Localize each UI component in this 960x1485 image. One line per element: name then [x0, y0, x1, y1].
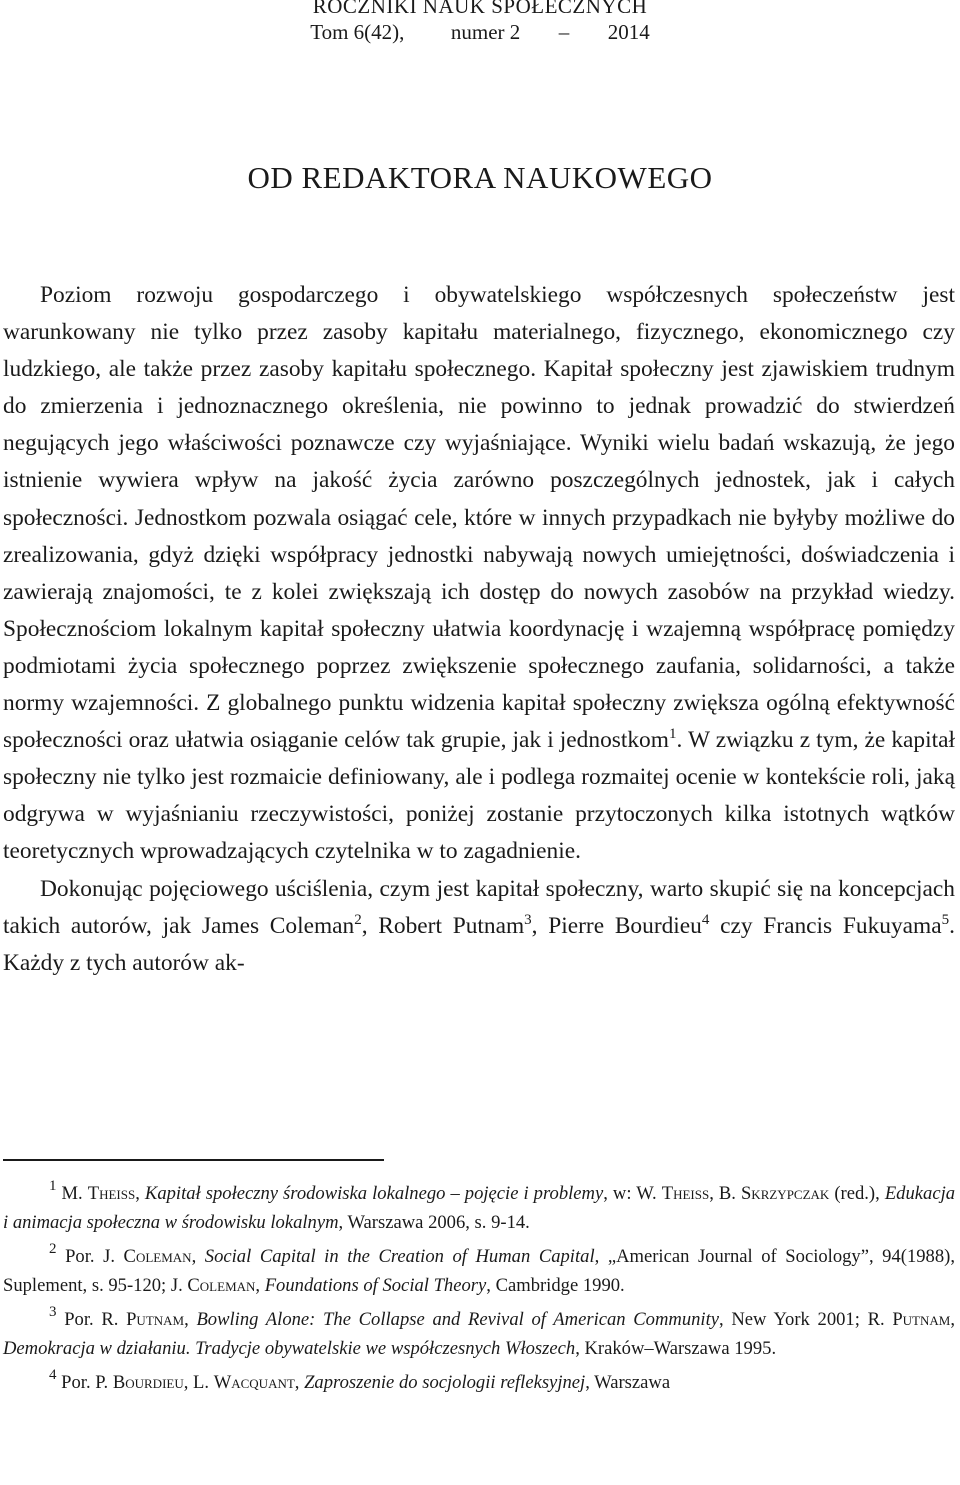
author-name: Putnam [892, 1309, 951, 1330]
footnote-text: , Kraków–Warszawa 1995. [575, 1337, 777, 1359]
footnote-text: , L. [183, 1372, 214, 1393]
footnote-number: 1 [49, 1178, 57, 1194]
footnote [3, 1180, 955, 1237]
footnote-text: , [135, 1183, 145, 1204]
work-title: Bowling Alone: The Collapse and Revival of American Community [196, 1309, 720, 1330]
footnote-text: , Warszawa [585, 1372, 671, 1393]
work-title: Foundations of Social Theory [264, 1274, 487, 1296]
footnote-text: , New York 2001; R. [719, 1309, 893, 1330]
author-name: Bourdieu [112, 1372, 184, 1393]
footnote-ref: 1 [668, 726, 677, 743]
paragraph-text: Poziom rozwoju gospodarczego i obywatelskiego współczesnych społeczeństw jest warunkowany nie tylko przez zasoby kapitału materialnego, fizycznego, ekonomicznego czy ludzkiego, ale także przez zasoby kapitału społecznego. Kapitał społeczny jest zjawiskiem trudnym do zmierzenia i jednoznacznego określenia, nie powinno to jednak prowadzić do stwierdzeń negujących jego właściwości poznawcze czy wyjaśniające. Wyniki wielu badań wskazują, że jego istnienie wywiera wpływ na jakość życia zarówno poszczególnych jednostek, jak i całych społeczności. Jednostkom pozwala osiągać cele, które w innych przypadkach nie byłyby możliwe do zrealizowania, gdyż dzięki współpracy jednostki nabywają nowych umiejętności, doświadczenia i zawierają znajomości, te z kolei zwiększają ich dostęp do nowych zasobów na przykład wiedzy. Społecznościom lokalnym kapitał społeczny ułatwia koordynację i wzajemną współpracę pomiędzy podmiotami życia społecznego poprzez zwiększenie społecznego zaufania, solidarności, a także normy wzajemności. Z globalnego punktu widzenia kapitał społeczny zwiększa ogólną efektywność społeczności oraz ułatwia osiąganie celów tak grupie, jak i jednostkom [3, 282, 955, 754]
issue-dash: – [558, 20, 570, 44]
work-title: Kapitał społeczny środowiska lokalnego – pojęcie i problemy [144, 1183, 604, 1204]
work-title: Social Capital in the Creation of Human Capital [204, 1246, 595, 1267]
paragraph [3, 277, 955, 871]
footnote-ref: 2 [354, 911, 362, 928]
footnote-text: , w: W. [603, 1183, 662, 1204]
author-name: Skrzypczak [740, 1183, 830, 1204]
author-name: Theiss [661, 1183, 710, 1204]
body-text [3, 277, 955, 982]
footnote-text: , [950, 1309, 955, 1330]
paragraph-text: Dokonując pojęciowego uściślenia, czym jest kapitał społeczny, warto skupić się na koncepcjach takich autorów, jak James Coleman [3, 875, 955, 939]
footnote-text: , [184, 1309, 197, 1330]
footnote [3, 1306, 955, 1363]
footnote-text: (red.), [829, 1183, 885, 1204]
footnote-text: , Cambridge 1990. [486, 1274, 625, 1296]
journal-name: ROCZNIKI NAUK SPOŁECZNYCH [312, 0, 648, 18]
author-name: Coleman [123, 1246, 192, 1267]
author-name: Coleman [187, 1274, 256, 1296]
author-name: Theiss [87, 1183, 136, 1204]
paragraph-text: , Pierre Bourdieu [531, 912, 702, 939]
footnote-ref: 3 [524, 911, 532, 928]
footnote-number: 2 [49, 1241, 57, 1257]
footnote [3, 1369, 955, 1398]
footnote-text: , B. [709, 1183, 741, 1204]
footnote [3, 1243, 955, 1300]
work-title: Demokracja w działaniu. Tradycje obywatelskie we współczesnych Włoszech [3, 1337, 576, 1359]
footnote-ref: 5 [941, 911, 950, 928]
footnote-text: , [255, 1274, 265, 1296]
author-name: Putnam [126, 1309, 185, 1330]
volume-label: Tom 6(42), [310, 20, 405, 44]
footnote-separator [3, 1159, 384, 1161]
author-name: Wacquant [213, 1372, 295, 1393]
footnote-text: Por. P. [56, 1372, 113, 1393]
footnote-number: 3 [49, 1304, 57, 1320]
paragraph-text: , Robert Putnam [361, 912, 525, 939]
paragraph-text: czy Francis Fukuyama [709, 912, 942, 939]
work-title: Zaproszenie do socjologii refleksyjnej [304, 1372, 586, 1393]
footnote-text: M. [56, 1183, 88, 1204]
footnote-text: , Warszawa 2006, s. 9-14. [338, 1211, 530, 1233]
footnote-text: , [191, 1246, 205, 1267]
footnote-text: Por. J. [56, 1246, 124, 1267]
work-title: Edukacja i animacja społeczna w środowisku lokalnym [3, 1183, 956, 1233]
page-title: OD REDAKTORA NAUKOWEGO [247, 160, 713, 195]
paragraph-text: . Każdy z tych autorów ak- [3, 912, 955, 976]
footnote-number: 4 [49, 1367, 57, 1383]
year-label: 2014 [607, 20, 650, 44]
issue-line [0, 20, 960, 45]
footnote-text: , „American Journal of Sociology”, 94(1988), Suplement, s. 95-120; J. [3, 1246, 955, 1296]
paragraph [3, 871, 955, 982]
footnote-ref: 4 [701, 911, 710, 928]
paragraph-text: . W związku z tym, że kapitał społeczny nie tylko jest rozmaicie definiowany, ale i podlega rozmaitej ocenie w kontekście roli, jaką odgrywa w wyjaśnianiu rzeczywistości, poniżej zostanie przytoczonych kilka istotnych wątków teoretycznych wprowadzających czytelnika w to zagadnienie. [3, 727, 955, 865]
footnote-text: Por. R. [56, 1309, 127, 1330]
number-label: numer 2 [450, 20, 521, 44]
footnote-text: , [294, 1372, 305, 1393]
footnotes [3, 1180, 955, 1404]
